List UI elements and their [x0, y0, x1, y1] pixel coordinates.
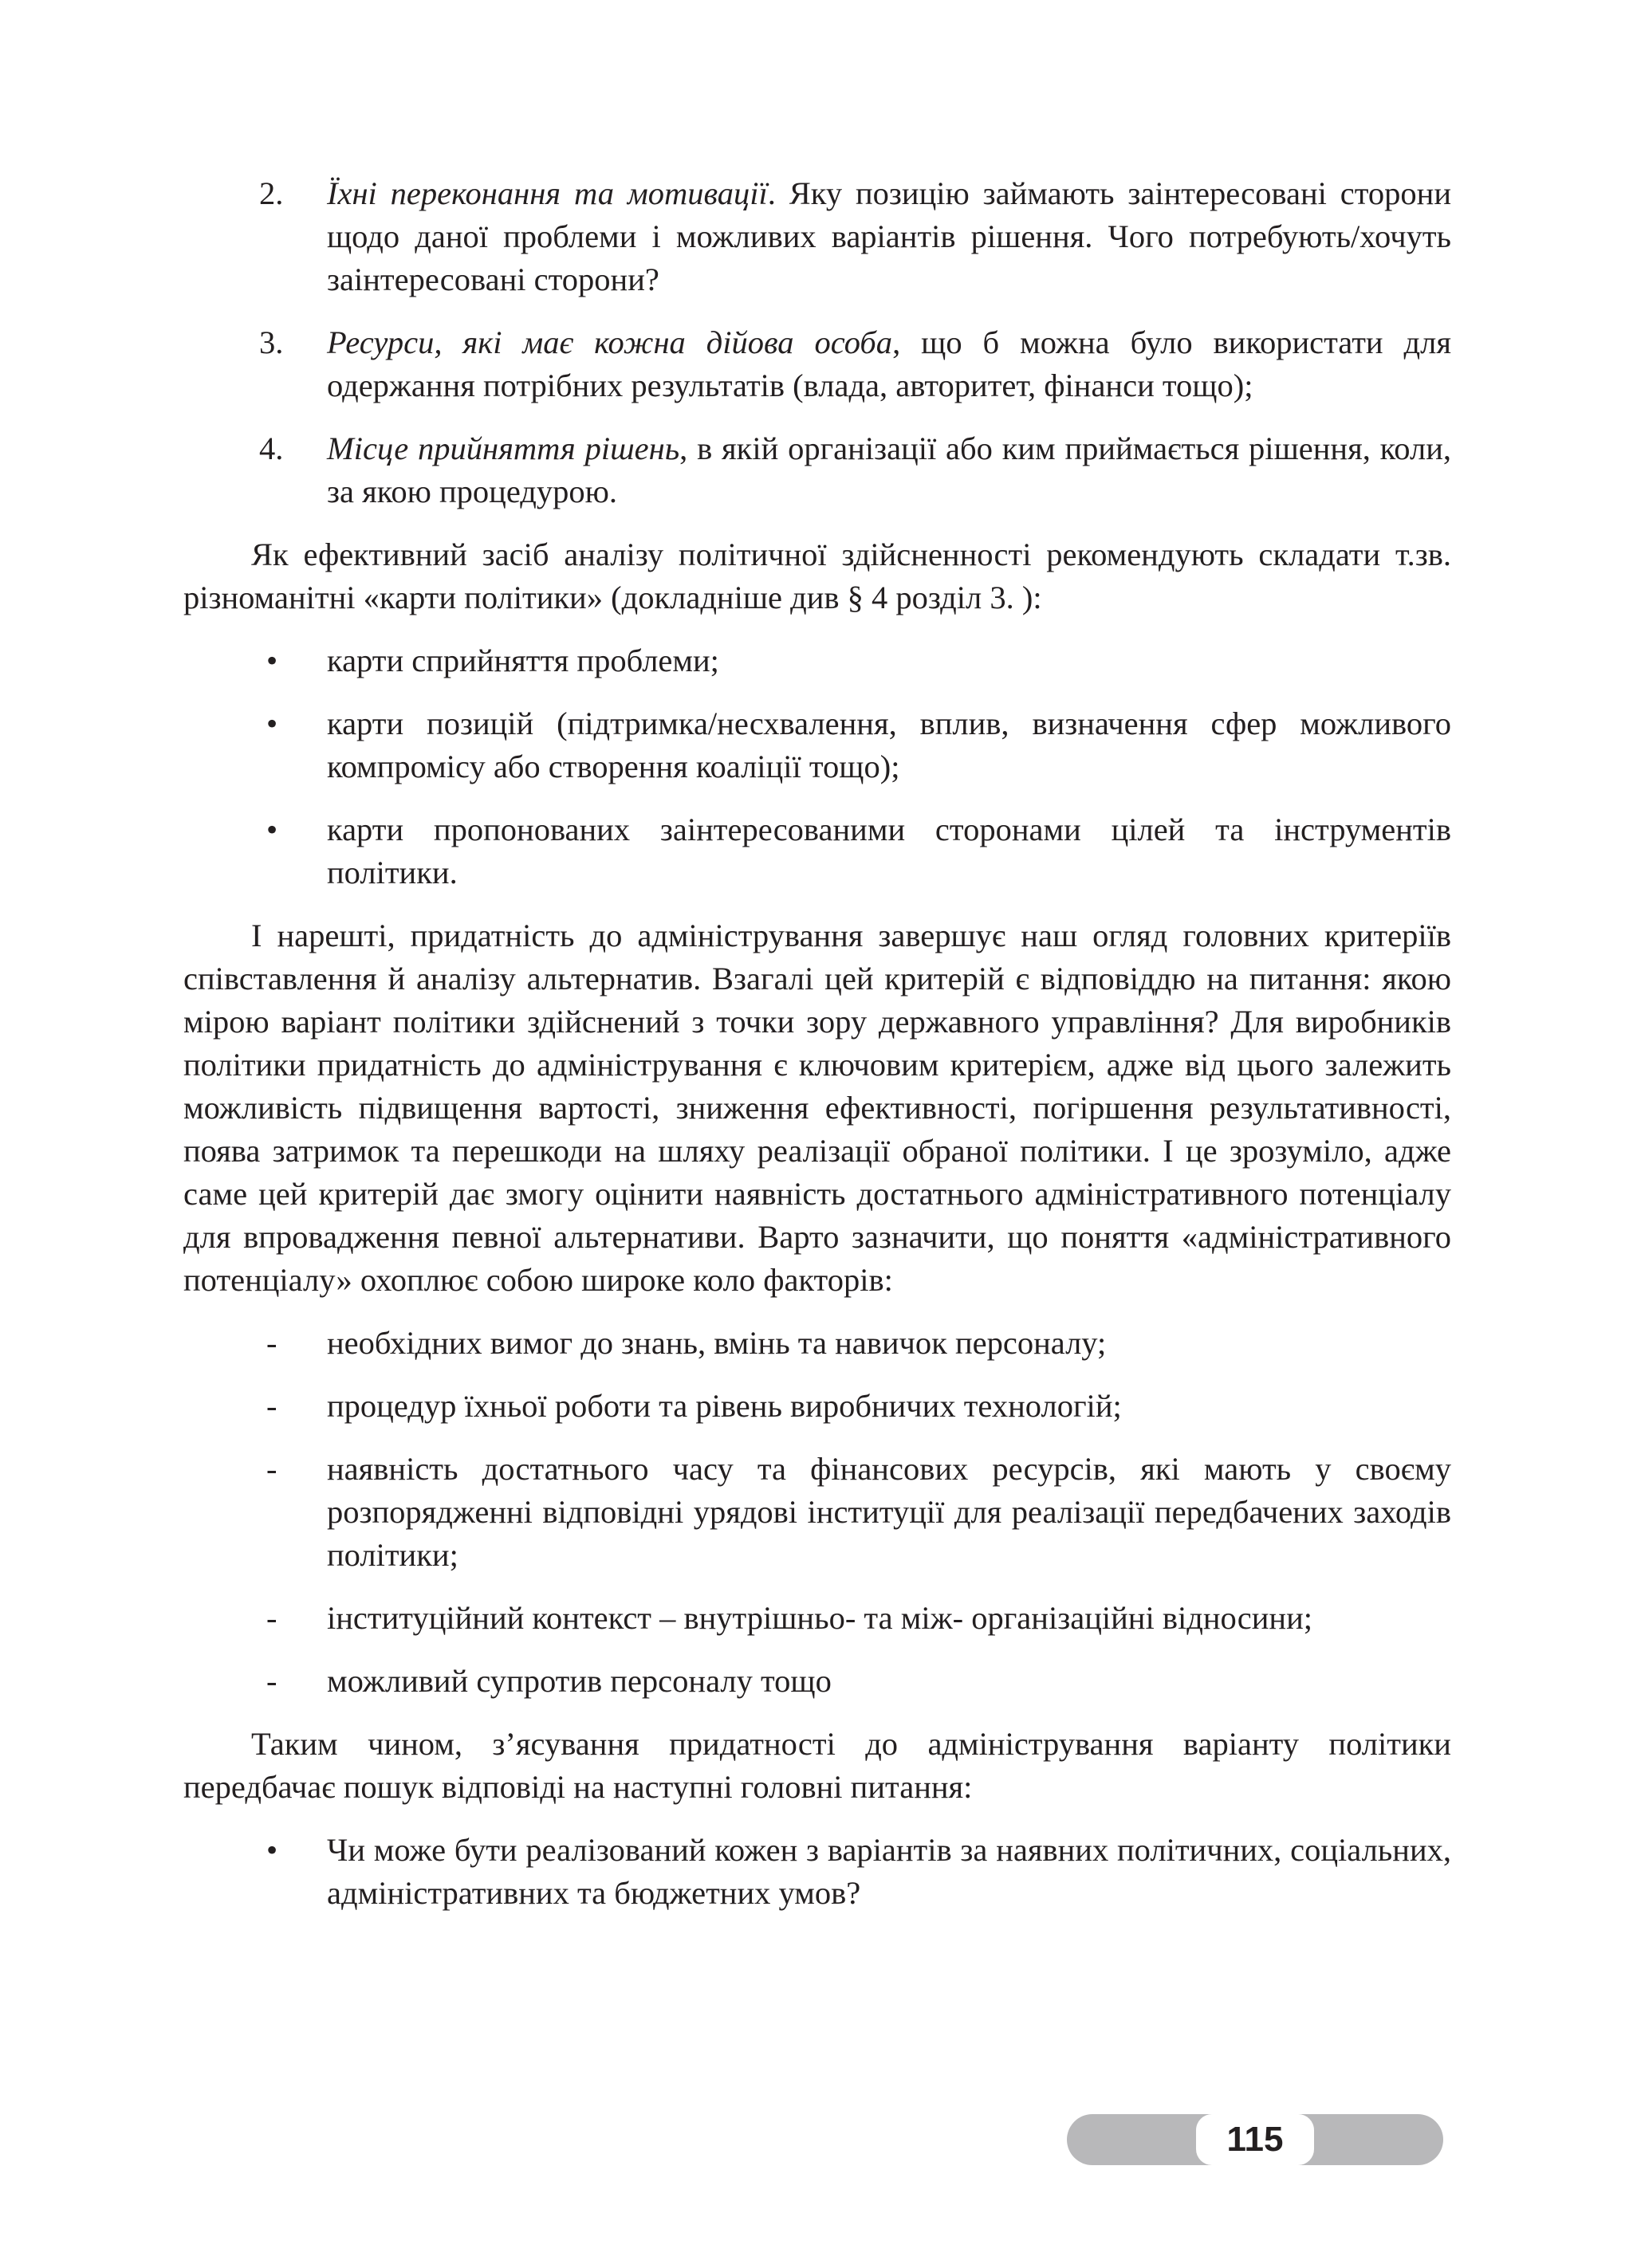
- item-lead: Ресурси, які має кожна дійова особа: [327, 324, 893, 360]
- item-number: 3.: [259, 324, 284, 360]
- item-text: . Яку позицію займають заінтересовані сторони щодо даної проблеми і можливих варіантів рішення. Чого потребують/хочуть заінтересовані сторони?: [327, 175, 1451, 297]
- bullet-text: карти пропонованих заінтересованими сторонами цілей та інструментів політики.: [327, 812, 1451, 890]
- bullet-item: [183, 1829, 1451, 1915]
- dash-item: [183, 1322, 1451, 1365]
- dash-item: [183, 1448, 1451, 1577]
- paragraph: І нарешті, придатність до адміністрування завершує наш огляд головних критеріїв співставлення й аналізу альтернатив. Взагалі цей критерій є відповіддю на питання: якою мірою варіант політики здійснений з точки зору державного управління? Для виробників політики придатність до адміністрування є ключовим критерієм, адже від цього залежить можливість підвищення вартості, зниження ефективності, погіршення результативності, поява затримок та перешкоди на шляху реалізації обраної політики. І це зрозуміло, адже саме цей критерій дає змогу оцінити наявність достатнього адміністративного потенціалу для впровадження певної альтернативи. Варто зазначити, що поняття «адміністративного потенціалу» охоплює собою широке коло факторів:: [183, 918, 1451, 1298]
- bullet-icon: •: [266, 812, 278, 847]
- bullet-text: карти сприйняття проблеми;: [327, 643, 719, 678]
- page-number-bar: [1067, 2114, 1443, 2165]
- paragraph: Як ефективний засіб аналізу політичної здійсненності рекомендують складати т.зв. різноманітні «карти політики» (докладніше див § 4 розділ 3. ):: [183, 537, 1451, 615]
- item-text: , що б можна було використати для одержання потрібних результатів (влада, авторитет, фінанси тощо);: [327, 324, 1452, 403]
- dash-text: наявність достатнього часу та фінансових ресурсів, які мають у своєму розпорядженні відповідні урядові інституції для реалізації передбачених заходів політики;: [327, 1451, 1451, 1573]
- numbered-item: [183, 172, 1451, 301]
- bullet-item: [183, 808, 1451, 894]
- dash-icon: -: [266, 1325, 277, 1361]
- dash-text: процедур їхньої роботи та рівень виробничих технологій;: [327, 1388, 1122, 1424]
- dash-text: можливий супротив персоналу тощо: [327, 1663, 832, 1699]
- bullet-text: Чи може бути реалізований кожен з варіантів за наявних політичних, соціальних, адміністративних та бюджетних умов?: [327, 1832, 1451, 1911]
- dash-item: [183, 1597, 1451, 1640]
- dash-item: [183, 1385, 1451, 1428]
- dash-text: інституційний контекст – внутрішньо- та між- організаційні відносини;: [327, 1600, 1313, 1636]
- paragraph: Таким чином, з’ясування придатності до адміністрування варіанту політики передбачає пошук відповіді на наступні головні питання:: [183, 1726, 1451, 1805]
- numbered-item: [183, 427, 1451, 513]
- item-number: 4.: [259, 430, 284, 466]
- bullet-icon: •: [266, 643, 278, 678]
- item-lead: Місце прийняття рішень: [327, 430, 680, 466]
- bullet-icon: •: [266, 1832, 278, 1868]
- dash-icon: -: [266, 1663, 277, 1699]
- dash-item: [183, 1660, 1451, 1703]
- bullet-text: карти позицій (підтримка/несхвалення, вплив, визначення сфер можливого компромісу або створення коаліції тощо);: [327, 706, 1451, 784]
- bullet-item: [183, 702, 1451, 788]
- dash-icon: -: [266, 1600, 277, 1636]
- dash-text: необхідних вимог до знань, вмінь та навичок персоналу;: [327, 1325, 1107, 1361]
- item-lead: Їхні переконання та мотивації: [327, 175, 768, 211]
- dash-icon: -: [266, 1388, 277, 1424]
- bullet-item: [183, 639, 1451, 682]
- dash-icon: -: [266, 1451, 277, 1487]
- page-number: 115: [1196, 2114, 1314, 2165]
- numbered-item: [183, 321, 1451, 407]
- bullet-icon: •: [266, 706, 278, 741]
- item-number: 2.: [259, 175, 284, 211]
- page-body: [183, 172, 1451, 1935]
- item-text: , в якій організації або ким приймається рішення, коли, за якою процедурою.: [327, 430, 1451, 509]
